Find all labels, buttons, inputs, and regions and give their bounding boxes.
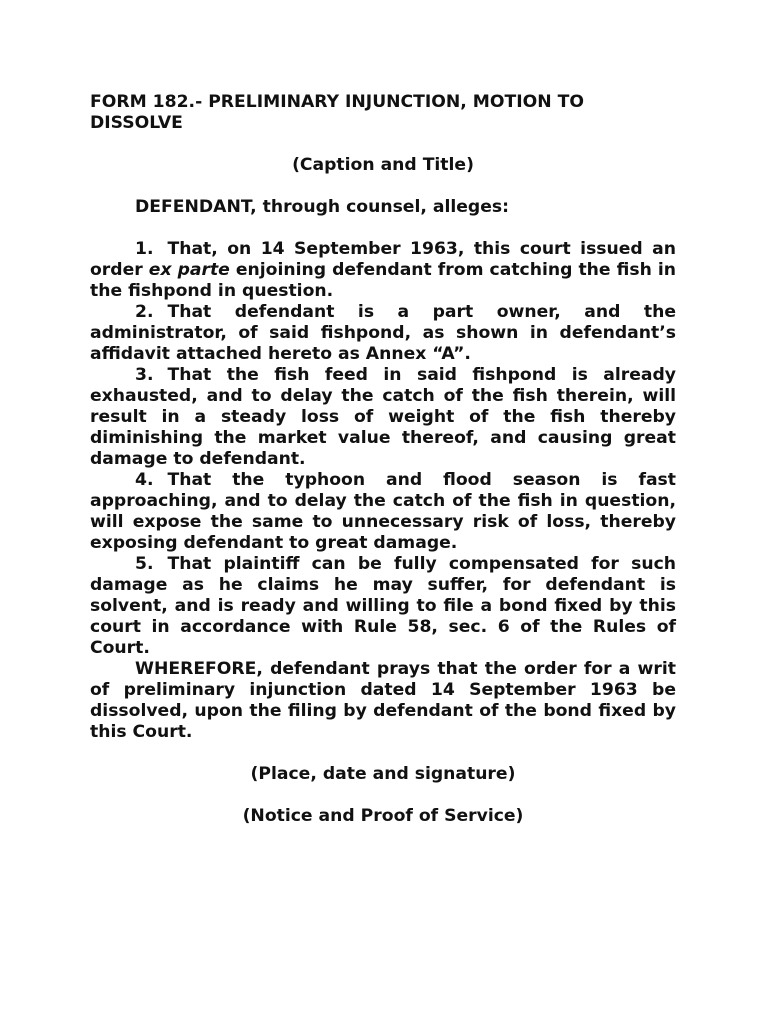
paragraph-number: 3.	[135, 365, 154, 385]
signature-placeholder: (Place, date and signature)	[250, 764, 516, 784]
spacer	[90, 743, 676, 764]
paragraph-number: 2.	[135, 302, 154, 322]
caption-placeholder: (Caption and Title)	[292, 155, 474, 175]
paragraph-text: That plaintiff can be fully compensated for such damage as he claims he may suffer, for defendant is solvent, and is ready and willing to file a bond fixed by this court in accordance with Rule 58, sec. 6 of the Rules of Court.	[90, 554, 676, 658]
notice-placeholder: (Notice and Proof of Service)	[242, 806, 524, 826]
allegation-paragraph-1	[90, 239, 676, 302]
paragraph-text-end: enjoining defendant from catching the fish in the fishpond in question.	[90, 260, 676, 301]
spacer	[90, 134, 676, 155]
allegation-paragraph-5	[90, 554, 676, 659]
spacer	[90, 176, 676, 197]
paragraph-italic-term: ex parte	[148, 260, 230, 280]
paragraph-text: That the fish feed in said fishpond is already exhausted, and to delay the catch of the fish therein, will result in a steady loss of weight of the fish thereby diminishing the market value thereof, and causing great damage to defendant.	[90, 365, 676, 469]
allegation-paragraph-3	[90, 365, 676, 470]
document-title: FORM 182.- PRELIMINARY INJUNCTION, MOTION TO DISSOLVE	[90, 92, 584, 133]
paragraph-text: That defendant is a part owner, and the administrator, of said fishpond, as shown in defendant’s affidavit attached hereto as Annex “A”.	[90, 302, 676, 364]
document-page	[90, 92, 676, 827]
paragraph-text-start: That, on 14 September 1963, this court issued an order	[90, 239, 676, 280]
allegation-paragraph-4	[90, 470, 676, 554]
paragraph-number: 5.	[135, 554, 154, 574]
allegation-paragraph-2	[90, 302, 676, 365]
spacer	[90, 218, 676, 239]
spacer	[90, 785, 676, 806]
opening-statement: DEFENDANT, through counsel, alleges:	[135, 197, 509, 217]
prayer-paragraph: WHEREFORE, defendant prays that the order for a writ of preliminary injunction dated 14 September 1963 be dissolved, upon the filing by defendant of the bond fixed by this Court.	[90, 659, 676, 742]
paragraph-number: 4.	[135, 470, 154, 490]
paragraph-number: 1.	[135, 239, 154, 259]
paragraph-text: That the typhoon and flood season is fast approaching, and to delay the catch of the fish in question, will expose the same to unnecessary risk of loss, thereby exposing defendant to great damage.	[90, 470, 676, 553]
